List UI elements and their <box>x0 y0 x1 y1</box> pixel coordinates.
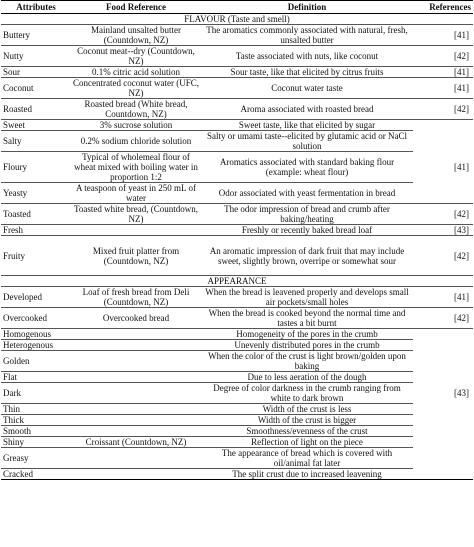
attribute-cell: Fruity <box>1 236 71 276</box>
definition-cell: The odor impression of bread and crumb after baking/heating <box>201 204 413 225</box>
attribute-cell: Smooth <box>1 426 71 437</box>
attribute-cell: Thin <box>1 404 71 415</box>
attribute-cell: Floury <box>1 152 71 183</box>
reference-cell: [42] <box>413 204 473 225</box>
table-row <box>1 120 473 131</box>
attribute-cell: Buttery <box>1 25 71 46</box>
table-row <box>1 225 473 236</box>
header-row <box>1 1 473 14</box>
definition-cell: When the color of the crust is light brown/golden upon baking <box>201 351 413 372</box>
attribute-cell: Thick <box>1 415 71 426</box>
section-row-appearance <box>1 276 473 287</box>
definition-cell: Sweet taste, like that elicited by sugar <box>201 120 413 131</box>
section-row-flavour <box>1 14 473 25</box>
reference-cell: [43] <box>454 388 469 398</box>
definition-cell: An aromatic impression of dark fruit that may include sweet, slightly brown, overripe or somewhat sour <box>201 236 413 276</box>
table-row <box>1 152 473 183</box>
table-row <box>1 46 473 67</box>
attribute-cell: Overcooked <box>1 308 71 329</box>
food-reference-cell: 3% sucrose solution <box>71 120 201 131</box>
reference-cell <box>413 426 473 437</box>
food-reference-cell: Mixed fruit platter from (Countdown, NZ) <box>71 236 201 276</box>
table-row <box>1 131 473 152</box>
definition-cell: Degree of color darkness in the crumb ranging from white to dark brown <box>201 383 413 404</box>
definition-cell: Sour taste, like that elicited by citrus fruits <box>201 67 413 78</box>
food-reference-cell: Mainland unsalted butter (Countdown, NZ) <box>71 25 201 46</box>
reference-cell <box>413 415 473 426</box>
food-reference-cell: Coconut meat--dry (Countdown, NZ) <box>71 46 201 67</box>
reference-cell <box>413 469 473 480</box>
attribute-cell: Fresh <box>1 225 71 236</box>
reference-cell <box>413 183 473 204</box>
table-row <box>1 78 473 99</box>
food-reference-cell <box>71 448 201 469</box>
food-reference-cell <box>71 383 201 404</box>
reference-cell: [42] <box>413 236 473 276</box>
reference-cell: [41] <box>413 25 473 46</box>
table-row <box>1 469 473 480</box>
attribute-cell: Yeasty <box>1 183 71 204</box>
food-reference-cell <box>71 329 201 340</box>
reference-cell <box>413 120 473 131</box>
definition-cell: Width of the crust is bigger <box>201 415 413 426</box>
table-row <box>1 448 473 469</box>
food-reference-cell: Croissant (Countdown, NZ) <box>71 437 201 448</box>
definition-cell: Width of the crust is less <box>201 404 413 415</box>
attribute-cell: Shiny <box>1 437 71 448</box>
reference-cell: [43] <box>413 225 473 236</box>
header-references: References <box>413 1 473 14</box>
definition-cell: Unevenly distributed pores in the crumb <box>201 340 413 351</box>
table-row <box>1 404 473 415</box>
table-row <box>1 329 473 340</box>
table-row <box>1 351 473 372</box>
definition-cell: Taste associated with nuts, like coconut <box>201 46 413 67</box>
section-title-appearance: APPEARANCE <box>1 276 473 287</box>
definition-cell: Freshly or recently baked bread loaf <box>201 225 413 236</box>
table-row <box>1 383 473 404</box>
definition-cell: Due to less aeration of the dough <box>201 372 413 383</box>
reference-cell <box>413 437 473 448</box>
table-row <box>1 204 473 225</box>
food-reference-cell: 0.1% citric acid solution <box>71 67 201 78</box>
definition-cell: The split crust due to increased leavening <box>201 469 413 480</box>
food-reference-cell: Concentrated coconut water (UFC, NZ) <box>71 78 201 99</box>
food-reference-cell <box>71 340 201 351</box>
table-row <box>1 183 473 204</box>
food-reference-cell <box>71 372 201 383</box>
reference-cell <box>413 131 473 152</box>
definition-cell: The aromatics commonly associated with natural, fresh, unsalted butter <box>201 25 413 46</box>
attribute-cell: Coconut <box>1 78 71 99</box>
attribute-cell: Sour <box>1 67 71 78</box>
definition-cell: When the bread is leavened properly and develops small air pockets/small holes <box>201 287 413 308</box>
definition-cell: Homogeneity of the pores in the crumb <box>201 329 413 340</box>
definition-cell: Aromatics associated with standard baking flour (example: wheat flour) <box>201 152 413 183</box>
food-reference-cell: Loaf of fresh bread from Deli (Countdown, NZ) <box>71 287 201 308</box>
attribute-cell: Cracked <box>1 469 71 480</box>
table-row <box>1 340 473 351</box>
attribute-cell: Golden <box>1 351 71 372</box>
attribute-cell: Toasted <box>1 204 71 225</box>
food-reference-cell <box>71 415 201 426</box>
definition-cell: The appearance of bread which is covered with oil/animal fat later <box>201 448 413 469</box>
reference-cell: [41] <box>413 78 473 99</box>
table-row <box>1 426 473 437</box>
food-reference-cell: A teaspoon of yeast in 250 mL of water <box>71 183 201 204</box>
sensory-attributes-table <box>1 0 473 480</box>
table-row <box>1 372 473 383</box>
attribute-cell: Developed <box>1 287 71 308</box>
reference-cell: [42] <box>413 99 473 120</box>
food-reference-cell <box>71 351 201 372</box>
table-row <box>1 236 473 276</box>
attribute-cell: Homogenous <box>1 329 71 340</box>
reference-cell <box>413 329 473 340</box>
table-row <box>1 287 473 308</box>
reference-cell: [41] <box>413 67 473 78</box>
reference-cell <box>413 404 473 415</box>
attribute-cell: Roasted <box>1 99 71 120</box>
food-reference-cell: Typical of wholemeal flour of wheat mixed with boiling water in proportion 1:2 <box>71 152 201 183</box>
attribute-cell: Greasy <box>1 448 71 469</box>
definition-cell: Salty or umami taste--elicited by glutamic acid or NaCl solution <box>201 131 413 152</box>
definition-cell: Smoothness/evenness of the crust <box>201 426 413 437</box>
food-reference-cell <box>71 469 201 480</box>
reference-cell <box>413 372 473 383</box>
attribute-cell: Sweet <box>1 120 71 131</box>
food-reference-cell: 0.2% sodium chloride solution <box>71 131 201 152</box>
reference-cell: [42] <box>413 46 473 67</box>
reference-cell <box>413 351 473 372</box>
reference-cell: [41] <box>454 162 469 172</box>
food-reference-cell: Overcooked bread <box>71 308 201 329</box>
table-row <box>1 437 473 448</box>
header-definition: Definition <box>201 1 413 14</box>
definition-cell: Reflection of light on the piece <box>201 437 413 448</box>
definition-cell: Coconut water taste <box>201 78 413 99</box>
attribute-cell: Salty <box>1 131 71 152</box>
reference-cell <box>413 340 473 351</box>
table-row <box>1 67 473 78</box>
attribute-cell: Flat <box>1 372 71 383</box>
food-reference-cell: Roasted bread (White bread, Countdown, NZ) <box>71 99 201 120</box>
table-row <box>1 25 473 46</box>
definition-cell: When the bread is cooked beyond the normal time and tastes a bit burnt <box>201 308 413 329</box>
table-row <box>1 308 473 329</box>
food-reference-cell <box>71 426 201 437</box>
reference-cell: [41] <box>413 287 473 308</box>
reference-cell: [42] <box>413 308 473 329</box>
attribute-cell: Heterogenous <box>1 340 71 351</box>
reference-cell <box>413 448 473 469</box>
section-title-flavour: FLAVOUR (Taste and smell) <box>1 14 473 25</box>
food-reference-cell: Toasted white bread, (Countdown, NZ) <box>71 204 201 225</box>
table-row <box>1 99 473 120</box>
header-food-reference: Food Reference <box>71 1 201 14</box>
definition-cell: Aroma associated with roasted bread <box>201 99 413 120</box>
table-row <box>1 415 473 426</box>
food-reference-cell <box>71 225 201 236</box>
food-reference-cell <box>71 404 201 415</box>
attribute-cell: Nutty <box>1 46 71 67</box>
attribute-cell: Dark <box>1 383 71 404</box>
definition-cell: Odor associated with yeast fermentation in bread <box>201 183 413 204</box>
header-attributes: Attributes <box>1 1 71 14</box>
